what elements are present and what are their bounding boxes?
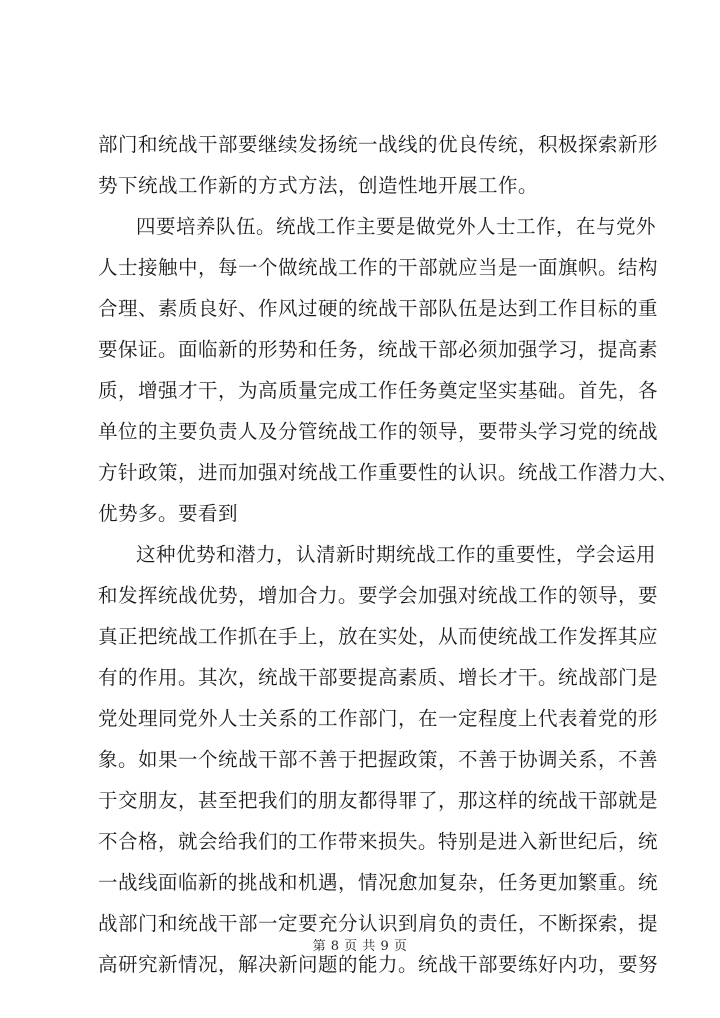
- text-line: 有的作用。其次，统战干部要提高素质、增长才干。统战部门是: [98, 666, 659, 689]
- paragraph-first-line: 四要培养队伍。统战工作主要是做党外人士工作，在与党外: [136, 215, 657, 238]
- text-line: 战部门和统战干部一定要充分认识到肩负的责任，不断探索，提: [98, 912, 659, 935]
- text-line: 一战线面临新的挑战和机遇，情况愈加复杂，任务更加繁重。统: [98, 871, 659, 894]
- text-line: 真正把统战工作抓在手上，放在实处，从而使统战工作发挥其应: [98, 625, 659, 648]
- text-line: 高研究新情况，解决新问题的能力。统战干部要练好内功，要努: [98, 953, 659, 976]
- text-line: 党处理同党外人士关系的工作部门，在一定程度上代表着党的形: [98, 707, 659, 730]
- paragraph-first-line: 这种优势和潜力，认清新时期统战工作的重要性，学会运用: [136, 543, 657, 566]
- text-line: 方针政策，进而加强对统战工作重要性的认识。统战工作潜力大、: [98, 461, 679, 484]
- text-line: 于交朋友，甚至把我们的朋友都得罪了，那这样的统战干部就是: [98, 789, 659, 812]
- text-line: 单位的主要负责人及分管统战工作的领导，要带头学习党的统战: [98, 420, 659, 443]
- text-line: 象。如果一个统战干部不善于把握政策，不善于协调关系，不善: [98, 748, 659, 771]
- text-line: 质，增强才干，为高质量完成工作任务奠定坚实基础。首先，各: [98, 379, 659, 402]
- text-line: 不合格，就会给我们的工作带来损失。特别是进入新世纪后，统: [98, 830, 659, 853]
- text-line: 势下统战工作新的方式方法，创造性地开展工作。: [98, 174, 539, 197]
- text-line: 合理、素质良好、作风过硬的统战干部队伍是达到工作目标的重: [98, 297, 659, 320]
- text-line: 部门和统战干部要继续发扬统一战线的优良传统，积极探索新形: [98, 133, 659, 156]
- text-line: 和发挥统战优势，增加合力。要学会加强对统战工作的领导，要: [98, 584, 659, 607]
- text-line: 人士接触中，每一个做统战工作的干部就应当是一面旗帜。结构: [98, 256, 659, 279]
- text-line: 要保证。面临新的形势和任务，统战干部必须加强学习，提高素: [98, 338, 659, 361]
- text-line: 优势多。要看到: [98, 502, 239, 525]
- page-number-footer: 第 8 页 共 9 页: [312, 939, 408, 954]
